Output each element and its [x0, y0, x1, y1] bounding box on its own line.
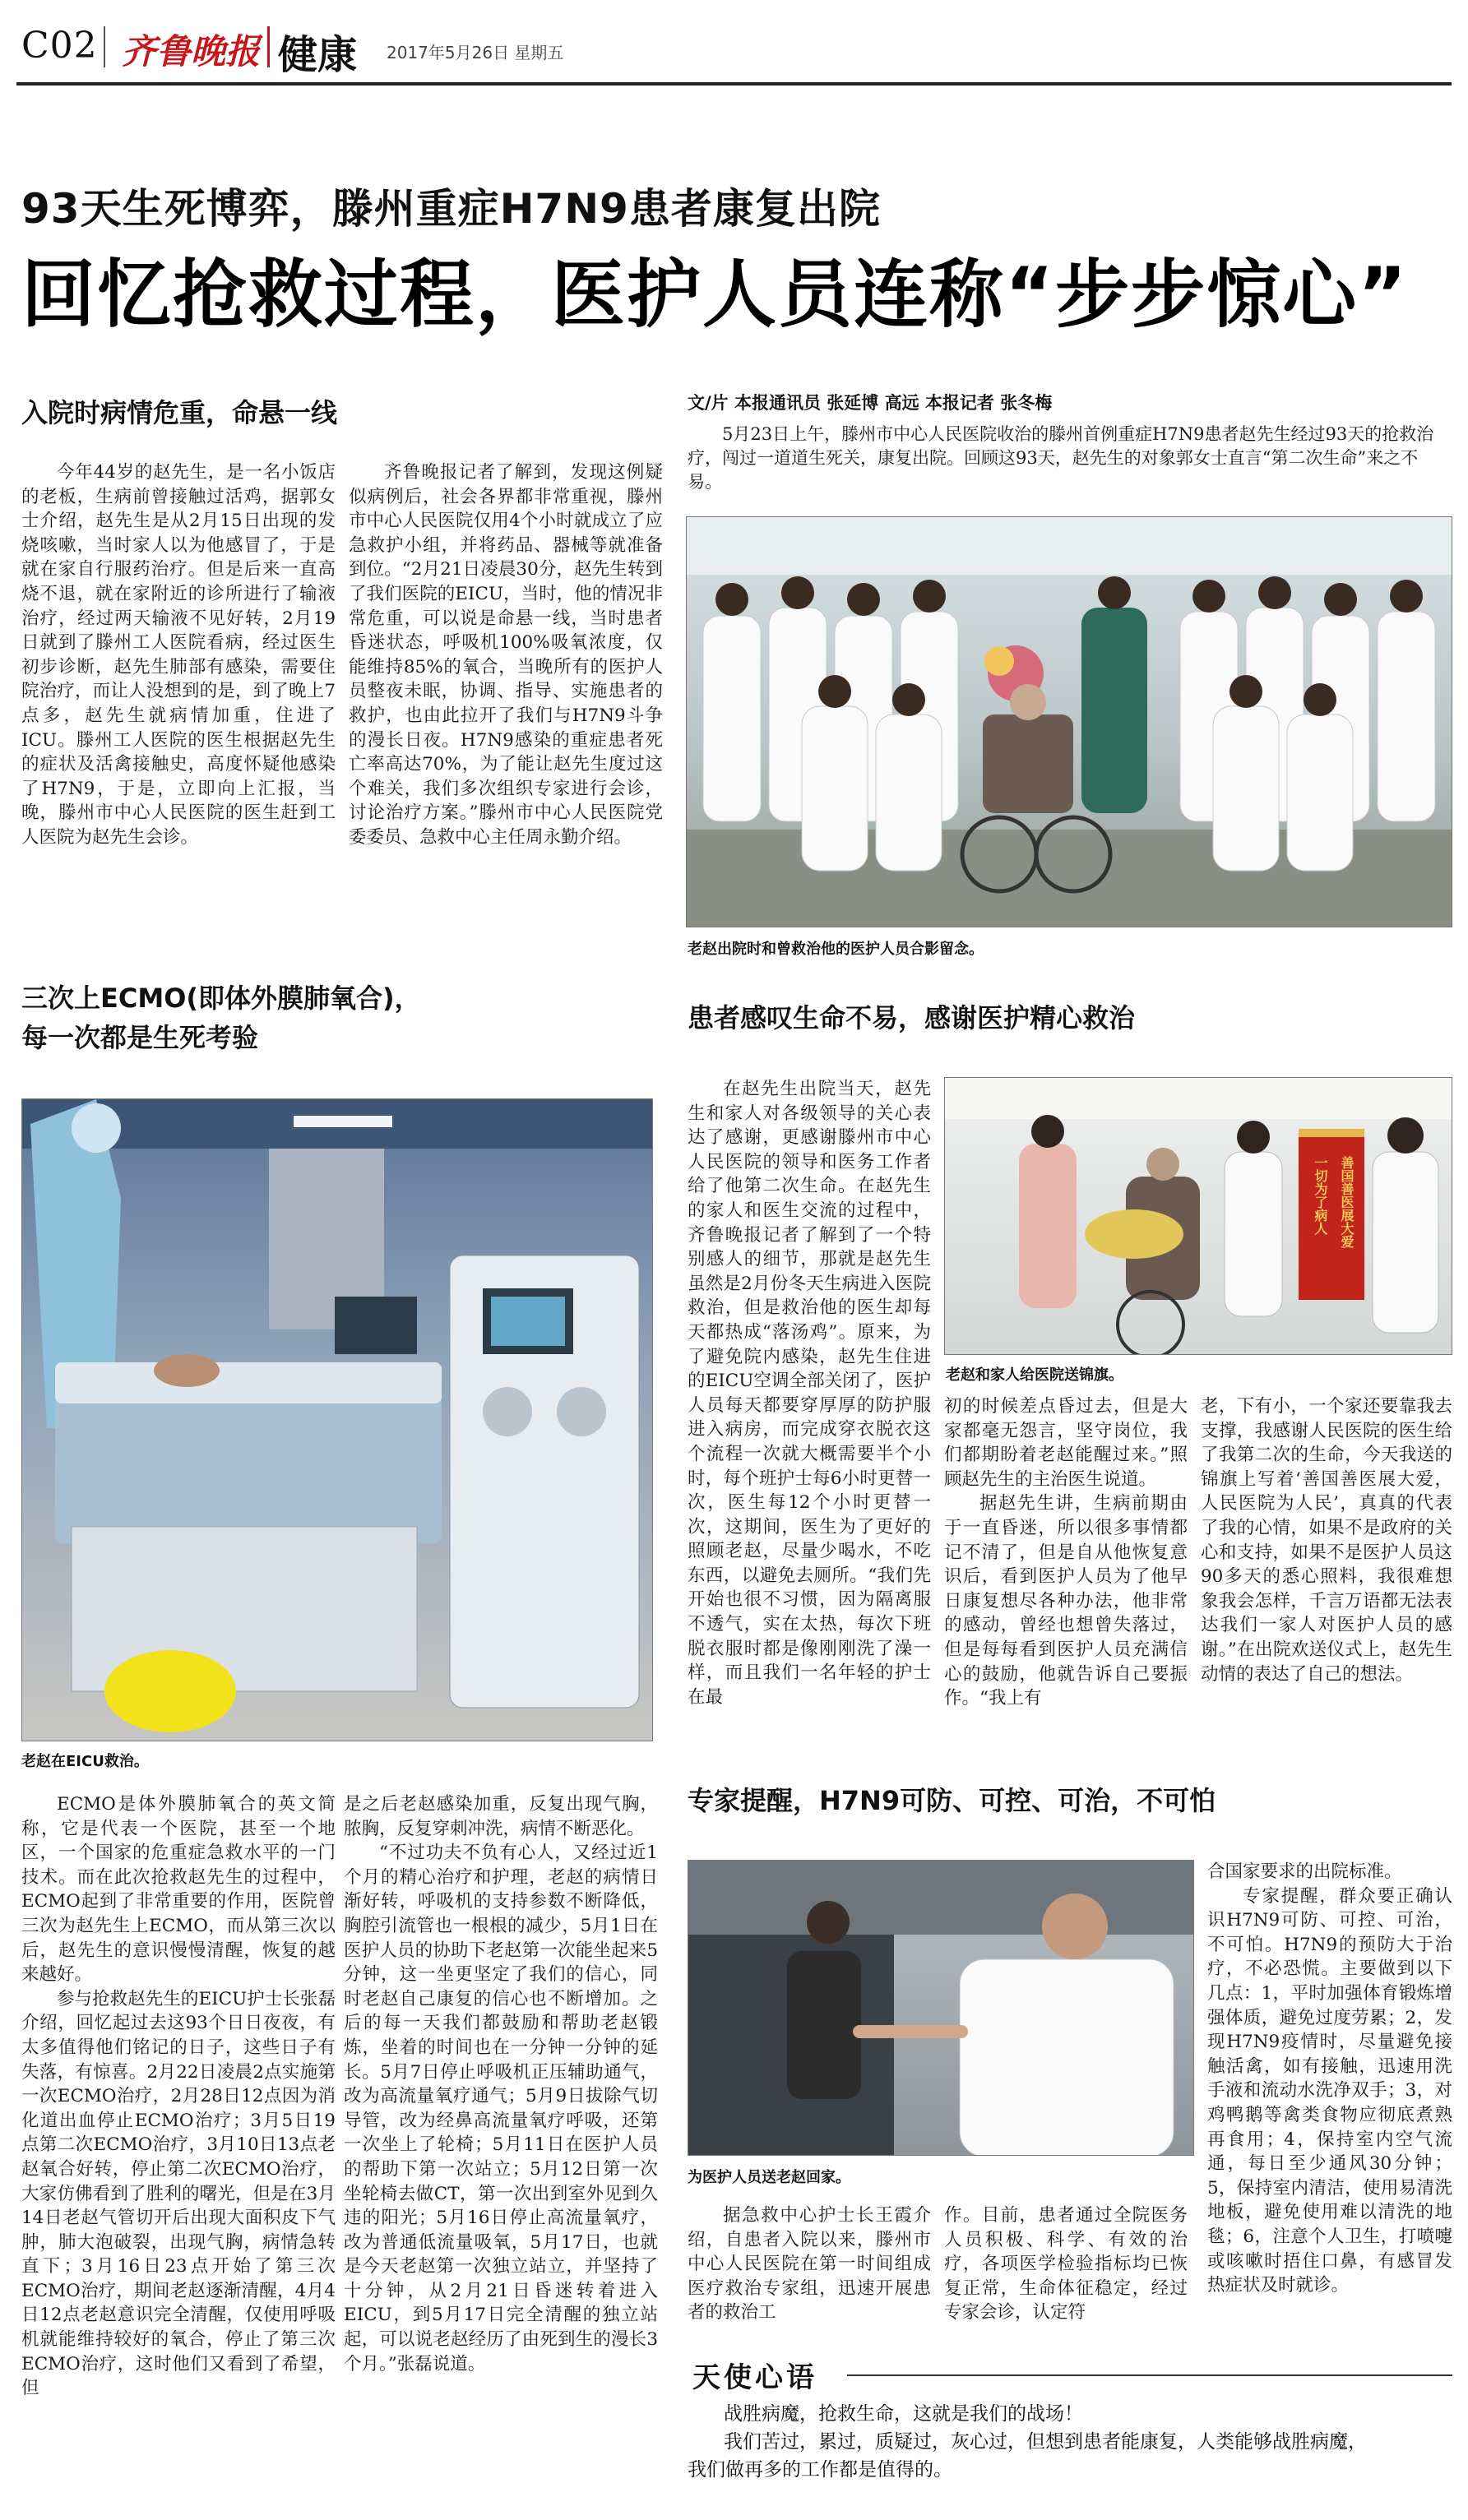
farewell-photo: [688, 1860, 1194, 2156]
banner-photo-caption: 老赵和家人给医院送锦旗。: [946, 1366, 1123, 1384]
section2-column-1: [21, 1792, 336, 2508]
paragraph: 合国家要求的出院标准。: [1207, 1861, 1402, 1882]
quote-line-2: 我们苦过，累过，质疑过，灰心过，但想到患者能康复，人类能够战胜病魔，: [724, 2431, 1367, 2453]
section3-column-1: [688, 1077, 931, 1759]
paragraph: 是之后老赵感染加重，反复出现气胸，脓胸，反复穿刺冲洗，病情不断恶化。: [344, 1794, 658, 1839]
main-headline: 回忆抢救过程，医护人员连称“步步惊心”: [21, 252, 1409, 338]
section3-title: 患者感叹生命不易，感谢医护精心救治: [688, 1002, 1136, 1033]
section1-column-2: [349, 460, 663, 937]
section4-column-1: [688, 2203, 931, 2327]
farewell-photo-image: [688, 1861, 1194, 2156]
section2-title-line-1: 三次上ECMO(即体外膜肺氧合)，: [21, 983, 421, 1014]
paragraph: 在赵先生出院当天，赵先生和家人对各级领导的关心表达了感谢，更感谢滕州市中心人民医院的领导和医务工作者给了他第二次生命。在赵先生的家人和医生交流的过程中，齐鲁晚报记者了解到了一个特别感人的细节，那就是赵先生虽然是2月份冬天生病进入医院救治，但是救治他的医生却每天都热成“落汤鸡”。原来，为了避免院内感染，赵先生住进的EICU空调全部关闭了，医护人员每天都要穿厚厚的防护服进入病房，而完成穿衣脱衣这个流程一次就大概需要半个小时，每个班护士每6小时更替一次，医生每12个小时更替一次，这期间，医生为了更好的照顾老赵，尽量少喝水，不吃东西，以避免去厕所。“我们先开始也很不习惯，因为隔离服不透气，实在太热，每次下班脱衣服时都是像刚刚洗了澡一样，而且我们一名年轻的护士在最: [688, 1079, 931, 1708]
paragraph: “不过功夫不负有心人，又经过近1个月的精心治疗和护理，老赵的病情日渐好转，呼吸机的支持参数不断降低，胸腔引流管也一根根的减少，5月1日在医护人员的协助下老赵第一次能坐起来5分钟，这一坐更坚定了我们的信心，同时老赵自己康复的信心也不断增加。之后的每一天我们都鼓励和帮助老赵锻炼，坐着的时间也在一分钟一分钟的延长。5月7日停止呼吸机正压辅助通气，改为高流量氧疗通气；5月9日拔除气切导管，改为经鼻高流量氧疗呼吸，还第一次坐上了轮椅；5月11日在医护人员的帮助下第一次站立；5月12日第一次坐轮椅去做CT，第一次出到室外见到久违的阳光；5月16日停止高流量氧疗，改为普通低流量吸氧，5月17日，也就是今天老赵第一次独立站立，并坚持了十分钟，从2月21日昏迷转着进入EICU，到5月17日完全清醒的独立站起，可以说老赵经历了由死到生的漫长3个月。”张磊说道。: [344, 1843, 658, 2374]
paragraph: 初的时候差点昏过去，但是大家都毫无怨言，坚守岗位，我们都期盼着老赵能醒过来。”照顾赵先生的主治医生说道。: [944, 1396, 1188, 1490]
banner-photo-image: [945, 1078, 1452, 1355]
paragraph: 参与抢救赵先生的EICU护士长张磊介绍，回忆起过去这93个日日夜夜，有太多值得他们铭记的日子，这些日子有失落，有惊喜。2月22日凌晨2点实施第一次ECMO治疗，2月28日12点因为消化道出血停止ECMO治疗；3月5日19点第二次ECMO治疗，3月10日13点老赵氧合好转，停止第二次ECMO治疗，大家仿佛看到了胜利的曙光，但是在3月14日老赵气管切开后出现大面积皮下气肿，肺大泡破裂，出现气胸，病情急转直下；3月16日23点开始了第三次ECMO治疗，期间老赵逐渐清醒，4月4日12点老赵意识完全清醒，仅使用呼吸机就能维持较好的氧合，停止了第三次ECMO治疗，这时他们又看到了希望，但: [21, 1988, 336, 2399]
quote-box-title: 天使心语: [692, 2361, 817, 2394]
farewell-photo-caption: 为医护人员送老赵回家。: [688, 2169, 850, 2186]
group-photo-caption: 老赵出院时和曾救治他的医护人员合影留念。: [688, 941, 984, 958]
quote-line-3: 我们做再多的工作都是值得的。: [688, 2459, 952, 2481]
section2-column-2: [344, 1792, 658, 2508]
kicker-headline: 93天生死博弈，滕州重症H7N9患者康复出院: [21, 185, 881, 233]
group-photo: [686, 516, 1452, 927]
page-number: C02: [21, 25, 98, 67]
paragraph: ECMO是体外膜肺氧合的英文简称，它是代表一个医院，甚至一个地区，一个国家的危重症急救水平的一门技术。而在此次抢救赵先生的过程中，ECMO起到了非常重要的作用，医院曾三次为赵先生上ECMO，而从第三次以后，赵先生的意识慢慢清醒，恢复的越来越好。: [21, 1794, 336, 1986]
banner-photo: [944, 1077, 1452, 1355]
section3-column-3: [1201, 1394, 1452, 1756]
section1-column-1: [21, 460, 336, 937]
header-divider: [267, 26, 270, 67]
section4-column-3: [1207, 1860, 1452, 2320]
paragraph: 专家提醒，群众要正确认识H7N9可防、可控、可治，不可怕。H7N9的预防大于治疗，不必恐慌。主要做到以下几点：1，平时加强体育锻炼增强体质，避免过度劳累；2，发现H7N9疫情时，尽量避免接触活禽，如有接触，迅速用洗手液和流动水洗净双手；3，对鸡鸭鹅等禽类食物应彻底煮熟再食用；4，保持室内空气流通，每日至少通风30分钟；5，保持室内清洁，使用易清洗地板，避免使用难以清洗的地毯；6，注意个人卫生，打喷嚏或咳嗽时捂住口鼻，有感冒发热症状及时就诊。: [1207, 1885, 1452, 2296]
section4-title: 专家提醒，H7N9可防、可控、可治，不可怕: [688, 1785, 1216, 1816]
paragraph: 作。目前，患者通过全院医务人员积极、科学、有效的治疗，各项医学检验指标均已恢复正常，生命体征稳定，经过专家会诊，认定符: [944, 2205, 1188, 2323]
byline: 文/片 本报通讯员 张延博 高远 本报记者 张冬梅: [688, 393, 1053, 413]
section4-column-2: [944, 2203, 1188, 2327]
eicu-photo-caption: 老赵在EICU救治。: [21, 1753, 149, 1770]
group-photo-image: [687, 517, 1452, 927]
issue-date: 2017年5月26日 星期五: [387, 43, 564, 62]
eicu-photo-image: [22, 1099, 653, 1741]
newspaper-logo: 齐鲁晚报: [122, 31, 261, 72]
paragraph: 今年44岁的赵先生，是一名小饭店的老板，生病前曾接触过活鸡，据郭女士介绍，赵先生是从2月15日出现的发烧咳嗽，当时家人以为他感冒了，于是就在家自行服药治疗。但是后来一直高烧不退，就在家附近的诊所进行了输液治疗，经过两天输液不见好转，2月19日就到了滕州工人医院看病，经过医生初步诊断，赵先生肺部有感染，需要住院治疗，而让人没想到的是，到了晚上7点多，赵先生就病情加重，住进了ICU。滕州工人医院的医生根据赵先生的症状及活禽接触史，高度怀疑他感染了H7N9，于是，立即向上汇报，当晚，滕州市中心人民医院的医生赶到工人医院为赵先生会诊。: [21, 462, 336, 848]
section3-column-2: [944, 1394, 1188, 1756]
section-name: 健康: [278, 32, 358, 78]
banner-text-line-1: 一切为了病人: [1313, 1156, 1328, 1235]
section2-title-line-2: 每一次都是生死考验: [21, 1022, 259, 1053]
paragraph: 齐鲁晚报记者了解到，发现这例疑似病例后，社会各界都非常重视，滕州市中心人民医院仅用4个小时就成立了应急救护小组，并将药品、器械等就准备到位。“2月21日凌晨30分，赵先生转到了我们医院的EICU，当时，他的情况非常危重，可以说是命悬一线，当时患者昏迷状态，呼吸机100%吸氧浓度，仅能维持85%的氧合，当晚所有的医护人员整夜未眠，协调、指导、实施患者的救护，也由此拉开了我们与H7N9斗争的漫长日夜。H7N9感染的重症患者死亡率高达70%，为了能让赵先生度过这个难关，我们多次组织专家进行会诊，讨论治疗方案。”滕州市中心人民医院党委委员、急救中心主任周永勤介绍。: [349, 462, 663, 848]
eicu-photo: [21, 1098, 653, 1741]
paragraph: 据急救中心护士长王霞介绍，自患者入院以来，滕州市中心人民医院在第一时间组成医疗救治专家组，迅速开展患者的救治工: [688, 2205, 931, 2323]
header-divider: [104, 26, 105, 67]
quote-box-rule: [847, 2374, 1452, 2376]
quote-line-1: 战胜病魔，抢救生命，这就是我们的战场！: [724, 2403, 1083, 2425]
banner-text-line-2: 善国善医展大爱: [1339, 1156, 1355, 1248]
section1-title: 入院时病情危重，命悬一线: [21, 397, 338, 428]
paragraph: 据赵先生讲，生病前期由于一直昏迷，所以很多事情都记不清了，但是自从他恢复意识后，看到医护人员为了他早日康复想尽各种办法，他非常的感动，曾经也想曾失落过，但是每每看到医护人员充满信心的鼓励，他就告诉自己要振作。“我上有: [944, 1493, 1188, 1709]
lead-paragraph: 5月23日上午，滕州市中心人民医院收治的滕州首例重症H7N9患者赵先生经过93天的抢救治疗，闯过一道道生死关，康复出院。回顾这93天，赵先生的对象郭女士直言“第二次生命”来之不易。: [688, 424, 1434, 492]
paragraph: 老，下有小，一个家还要靠我去支撑，我感谢人民医院的医生给了我第二次的生命，今天我送的锦旗上写着‘善国善医展大爱，人民医院为人民’，真真的代表了我的心情，如果不是政府的关心和支持，如果不是医护人员这90多天的悉心照料，我很难想象我会怎样，千言万语都无法表达我们一家人对医护人员的感谢。”在出院欢送仪式上，赵先生动情的表达了自己的想法。: [1201, 1396, 1452, 1685]
header-rule: [16, 82, 1452, 86]
